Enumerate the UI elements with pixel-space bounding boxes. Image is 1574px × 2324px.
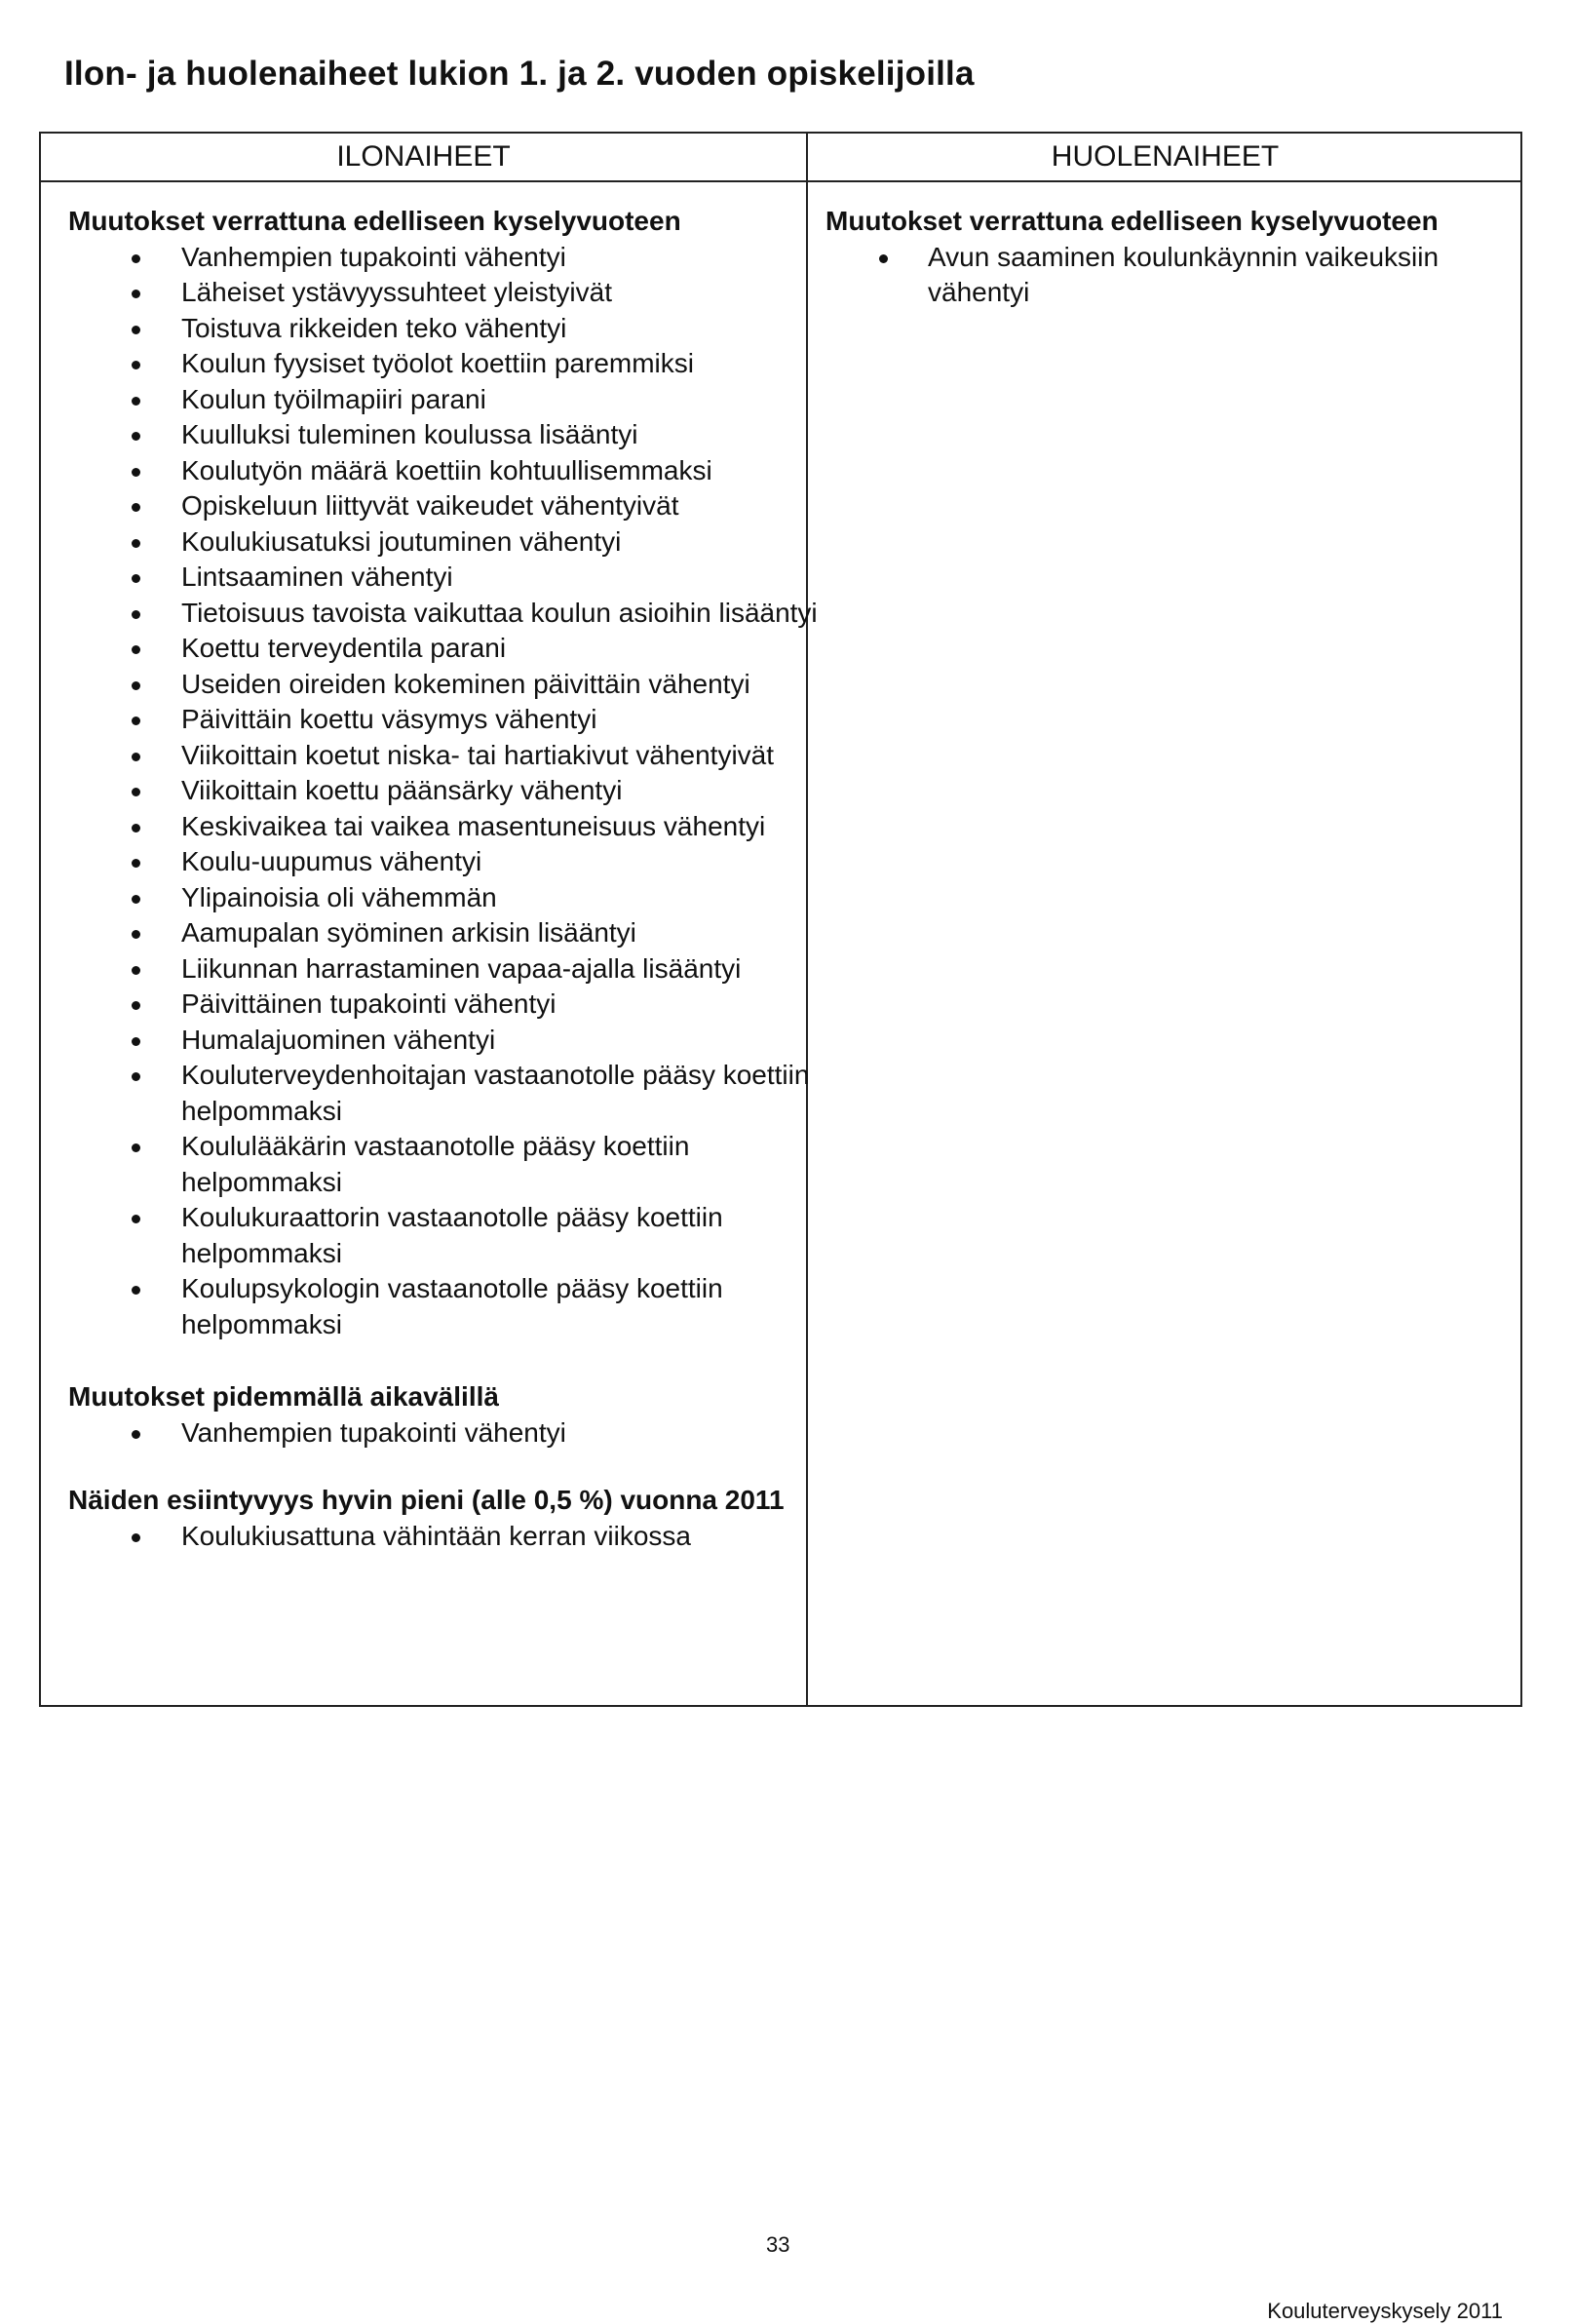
list-item-text: Koulupsykologin vastaanotolle pääsy koettiin helpommaksi [181, 1273, 723, 1339]
list-item-text: Kouluterveydenhoitajan vastaanotolle pääsy koettiin helpommaksi [181, 1060, 810, 1126]
list-item [68, 524, 819, 561]
bullet-icon [132, 645, 140, 654]
list-item [68, 1129, 819, 1200]
concerns-header: HUOLENAIHEET [1051, 140, 1280, 173]
bullet-icon [132, 788, 140, 796]
list-item [68, 488, 819, 524]
list-item [68, 417, 819, 453]
list-item [68, 1415, 819, 1452]
list-item [68, 453, 819, 489]
list-item [68, 1023, 819, 1059]
bullet-icon [132, 681, 140, 690]
bullet-icon [132, 1001, 140, 1010]
page-number: 33 [766, 2232, 790, 2257]
footer-source: Kouluterveyskysely 2011 [1267, 2299, 1503, 2323]
list-item-text: Koulukuraattorin vastaanotolle pääsy koettiin helpommaksi [181, 1202, 723, 1268]
list-item-text: Kuulluksi tuleminen koulussa lisääntyi [181, 419, 638, 449]
section-heading: Muutokset pidemmällä aikavälillä [68, 1381, 499, 1412]
bullet-list [68, 1519, 819, 1555]
concerns-table [39, 132, 1522, 1707]
list-item-text: Vanhempien tupakointi vähentyi [181, 1416, 566, 1448]
bullet-icon [132, 753, 140, 761]
section-heading: Muutokset verrattuna edelliseen kyselyvuoteen [68, 206, 681, 236]
section-heading: Näiden esiintyvyys hyvin pieni (alle 0,5 %) vuonna 2011 [68, 1485, 785, 1515]
joys-header: ILONAIHEET [336, 140, 511, 173]
list-item-text: Ylipainoisia oli vähemmän [181, 881, 497, 912]
list-item-text: Viikoittain koetut niska- tai hartiakivut vähentyivät [181, 739, 775, 770]
bullet-icon [132, 361, 140, 369]
bullet-icon [132, 468, 140, 477]
joys-column [68, 204, 819, 1554]
bullet-icon [132, 503, 140, 512]
list-item-text: Lintsaaminen vähentyi [181, 562, 453, 592]
bullet-icon [132, 432, 140, 441]
list-item [68, 844, 819, 880]
list-item-text: Keskivaikea tai vaikea masentuneisuus vähentyi [181, 810, 766, 841]
list-item-text: Opiskeluun liittyvät vaikeudet vähentyivät [181, 490, 679, 521]
bullet-icon [132, 717, 140, 725]
list-item-text: Humalajuominen vähentyi [181, 1024, 496, 1055]
page-title: Ilon- ja huolenaiheet lukion 1. ja 2. vuoden opiskelijoilla [64, 55, 975, 93]
list-item-text: Koulukiusattuna vähintään kerran viikossa [181, 1520, 691, 1551]
bullet-icon [132, 326, 140, 334]
list-item [68, 560, 819, 596]
list-item [68, 1058, 819, 1129]
list-item-text: Vanhempien tupakointi vähentyi [181, 241, 566, 272]
bullet-icon [132, 1430, 140, 1439]
list-item-text: Koulu-uupumus vähentyi [181, 846, 482, 876]
bullet-icon [132, 397, 140, 406]
list-item [68, 240, 819, 276]
list-item-text: Koululääkärin vastaanotolle pääsy koettiin helpommaksi [181, 1131, 690, 1197]
list-item [68, 275, 819, 311]
list-item-text: Useiden oireiden kokeminen päivittäin vähentyi [181, 668, 750, 699]
list-item [68, 382, 819, 418]
bullet-icon [132, 930, 140, 939]
bullet-icon [132, 539, 140, 548]
list-item [68, 1519, 819, 1555]
bullet-icon [132, 610, 140, 619]
list-item-text: Päivittäinen tupakointi vähentyi [181, 988, 557, 1019]
bullet-list [68, 240, 819, 1343]
list-item-text: Viikoittain koettu päänsärky vähentyi [181, 775, 623, 805]
bullet-icon [132, 254, 140, 263]
list-item-text: Aamupalan syöminen arkisin lisääntyi [181, 917, 636, 948]
bullet-list [68, 1415, 819, 1452]
list-item [68, 631, 819, 667]
list-item-text: Koulukiusatuksi joutuminen vähentyi [181, 525, 622, 557]
bullet-icon [132, 574, 140, 583]
list-item [68, 809, 819, 845]
list-item-text: Koulun työilmapiiri parani [181, 383, 486, 414]
list-item [68, 346, 819, 382]
list-item-text: Koulutyön määrä koettiin kohtuullisemmaksi [181, 454, 712, 485]
list-item-text: Liikunnan harrastaminen vapaa-ajalla lisääntyi [181, 952, 742, 984]
list-item [68, 311, 819, 347]
bullet-icon [879, 254, 888, 263]
bullet-icon [132, 1143, 140, 1152]
bullet-list [825, 240, 1508, 311]
list-item [68, 951, 819, 988]
list-item [68, 1271, 819, 1342]
header-divider [41, 180, 1520, 182]
list-item-text: Koulun fyysiset työolot koettiin paremmiksi [181, 348, 694, 378]
concerns-column [825, 204, 1508, 311]
section-heading: Muutokset verrattuna edelliseen kyselyvuoteen [825, 206, 1439, 236]
list-item-text: Toistuva rikkeiden teko vähentyi [181, 312, 567, 343]
bullet-icon [132, 1533, 140, 1542]
list-item-text: Tietoisuus tavoista vaikuttaa koulun asioihin lisääntyi [181, 597, 818, 628]
list-item [68, 596, 819, 632]
bullet-icon [132, 859, 140, 868]
bullet-icon [132, 1215, 140, 1223]
list-item [825, 240, 1508, 311]
list-item [68, 880, 819, 916]
list-item [68, 773, 819, 809]
bullet-icon [132, 1072, 140, 1081]
list-item [68, 1200, 819, 1271]
list-item-text: Avun saaminen koulunkäynnin vaikeuksiin vähentyi [928, 241, 1440, 307]
list-item-text: Läheiset ystävyyssuhteet yleistyivät [181, 277, 612, 307]
bullet-icon [132, 1286, 140, 1295]
list-item [68, 702, 819, 738]
bullet-icon [132, 1037, 140, 1046]
list-item-text: Päivittäin koettu väsymys vähentyi [181, 704, 597, 734]
bullet-icon [132, 824, 140, 833]
list-item [68, 987, 819, 1023]
list-item [68, 915, 819, 951]
bullet-icon [132, 895, 140, 904]
list-item-text: Koettu terveydentila parani [181, 633, 507, 663]
list-item [68, 667, 819, 703]
bullet-icon [132, 966, 140, 975]
list-item [68, 738, 819, 774]
bullet-icon [132, 290, 140, 298]
